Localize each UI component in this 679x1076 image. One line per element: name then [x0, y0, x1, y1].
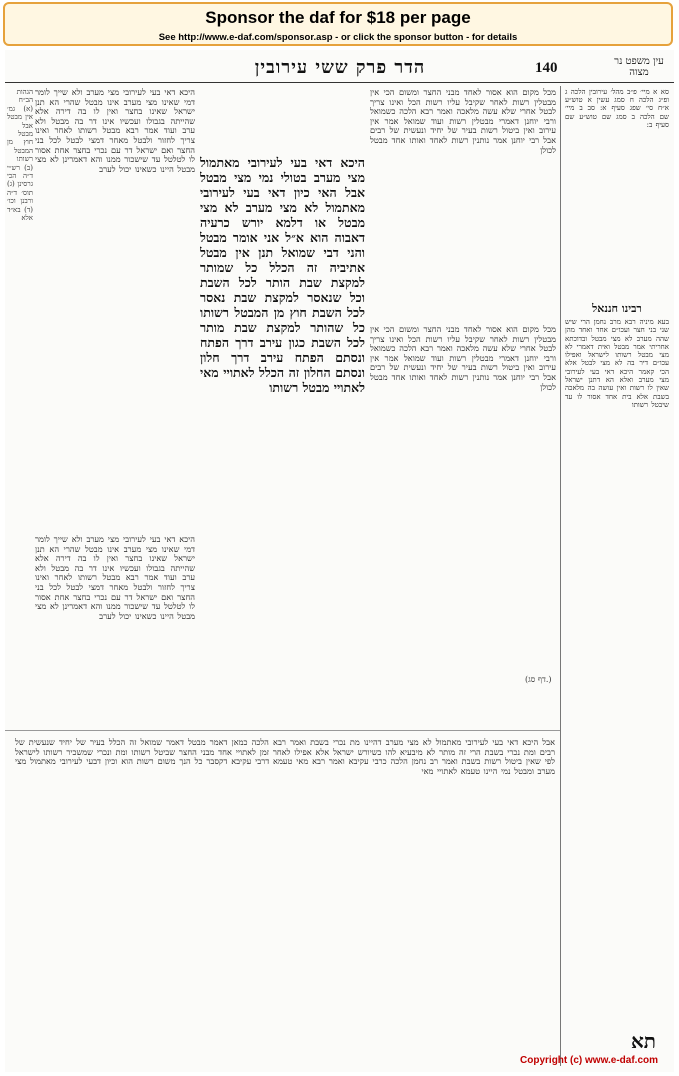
- sponsor-banner[interactable]: [3, 2, 673, 46]
- commentary-left-continued: היכא דאי בעי לעירובי מצי מערב ולא שייך לומר דמי שאינו מצי מערב אינו מבטל שהרי הא תנן ישראל שאינו בחצר ואין לו בה דירה אלא שהייתה בגבולו ועכשיו אינו דר בה מבטל ולא ערב ועוד אמר רבא מבטל רשותו לאחר ואינו צריך לחזור ולבטל מאחר דמצי לבטל לכל בני החצר ואם ישראל דר עם נכרי בחצר אחת אסור לו לטלטל עד שישכור ממנו והא דאמרינן לא מצי מבטל היינו כשאינו יכול לערב: [35, 535, 195, 621]
- commentary-left: היכא דאי בעי לעירובי מצי מערב ולא שייך לומר דמי שאינו מצי מערב אינו מבטל שהרי הא תנן ישראל שאינו בחצר ואין לו בה דירה אלא שהייתה בגבולו ועכשיו אינו דר בה מבטל ולא ערב ועוד אמר רבא מבטל רשותו לאחר ואינו צריך לחזור ולבטל מאחר דמצי לבטל לכל בני החצר ואם ישראל דר עם נכרי בחצר אחת אסור לו לטלטל עד שישכור ממנו והא דאמרינן לא מצי מבטל היינו כשאינו יכול לערב: [35, 88, 195, 174]
- commentary-lower: אבל היכא דאי בעי לעירובי מאתמול לא מצי מערב דהיינו מת נכרי בשבת ואמר רבא הלכה כמאן דאמר מבטל דאמר שמואל זה הכלל בעיר של יחיד שנעשית של רבים ומת נכרי בשבת הרי זה מותר לא מיבעיא להו כשיורש ישראל אלא אפילו לאחר זמן לאתויי אחד מבני החצר שביטל רשותו ומת ונכרי שמשכיר רשותו לישראל לפי שאין ביטול רשות בשבת ואמר רב נחמן הלכה כרבי עקיבא ואמר רבא מאי טעמא דרבי עקיבא דקסבר כל הנך משום רשות הוא וכיון דבעי לעירובי מאתמול מצי מערב ומבטל נמי היינו טעמא לאתויי מאי: [15, 738, 555, 776]
- folio-marker: (דף סג.): [525, 675, 552, 684]
- right-column-divider: [560, 86, 561, 1066]
- header-rule: [5, 82, 674, 83]
- copyright-notice: Copyright (c) www.e-daf.com: [520, 1055, 658, 1066]
- sponsor-subtitle[interactable]: See http://www.e-daf.com/sponsor.asp - or click the sponsor button - for details: [158, 32, 518, 43]
- commentary-upper-right: מכל מקום הוא אסור לאחד מבני החצר ומשום הכי אין מבטלין רשות לאחר שקיבל עליו רשות הכל ואינו צריך לבטל אחרי שלא עשה מלאכה ואמר רבא הלכה כשמואל ורבי יוחנן דאמרי מבטלין רשות ועוד שמואל אמר אין עירוב ואין ביטול רשות בעיר של יחיד ונעשית של רבים אבל רבי יוחנן אמר נותנין רשות לאחד ואותו אחד מבטל לכולן: [370, 88, 556, 155]
- sponsor-title[interactable]: Sponsor the daf for $18 per page: [205, 8, 471, 27]
- rabbenu-chananel-heading: רבינו חננאל: [592, 302, 642, 315]
- rabbenu-chananel-text: בעא מיניה רבא מרב נחמן הרי שיש שני בני חצר ועכו״ם אחד ואחד מהן שהה מערב לא מצי מבטל ובדוכתא אחריתי אמר מבטל ואית דאמרי לא מצי מבטל רשותו לישראל ואפילו עכו״ם דיר בה לא מצי לבטל אלא הכי קאמר היכא דאי בעי לעירובי מצי מערב ואלא הא דתנן ישראל שאין לו רשות ואין עושה בה מלאכה בשבת אלא בית אחד אסור לו עד שיבטל רשותו: [565, 318, 669, 409]
- lower-section-rule: [5, 730, 560, 731]
- gemara-main-text: היכא דאי בעי לעירובי מאתמול מצי מערב בטולי נמי מצי מבטל אבל האי כיון דאי בעי לעירובי מאתמול לא מצי מערב לא מצי מבטל או דלמא יורש כרעיה דאבוה הוא א״ל אני אומר מבטל והני דבי שמואל תנן אין מבטל אתיביה זה הכלל כל שמותר למקצת שבת הותר לכל השבת וכל שנאסר למקצת שבת נאסר לכל השבת חוץ מן המבטל רשותו כל שהותר למקצת שבת מותר לכל השבת כגון עירב דרך הפתח ונסתם הפתח עירב דרך חלון ונסתם החלון זה הכלל לאתויי מאי לאתויי מבטל רשותו: [200, 155, 365, 395]
- ein-mishpat-label: עין משפט נר מצוה: [614, 56, 664, 78]
- talmud-page: [5, 50, 674, 1072]
- continuation-word: תא: [630, 1029, 656, 1053]
- rabbenu-chananel-column: [565, 300, 669, 950]
- hagahot-notes: הגהות הב״ח (א) גמ׳ אין מבטל אבל מבטל חוץ מן המבטל רשותו (ב) רש״י ד״ה הכי גרסינן (ג) תוס׳ ד״ה ורבנן וכו׳ (ד) בא״ד אלא: [7, 88, 33, 223]
- page-title: הדר פרק ששי עירובין: [254, 57, 426, 78]
- commentary-right-continued: מכל מקום הוא אסור לאחד מבני החצר ומשום הכי אין מבטלין רשות לאחר שקיבל עליו רשות הכל ואינו צריך לבטל אחרי שלא עשה מלאכה ואמר רבא הלכה כשמואל ורבי יוחנן דאמרי מבטלין רשות ועוד שמואל אמר אין עירוב ואין ביטול רשות בעיר של יחיד ונעשית של רבים אבל רבי יוחנן אמר נותנין רשות לאחד ואותו אחד מבטל לכולן: [370, 325, 556, 392]
- page-number: 140: [535, 60, 558, 76]
- ein-mishpat-column: סא א מיי׳ פ״ב מהל׳ עירובין הלכה ג ופ״ג הלכה ח סמג עשין א טוש״ע א״ח סי׳ שפג סעיף א: סב ב מיי׳ שם הלכה ב סמג שם טוש״ע שם סעיף ב:: [565, 88, 669, 129]
